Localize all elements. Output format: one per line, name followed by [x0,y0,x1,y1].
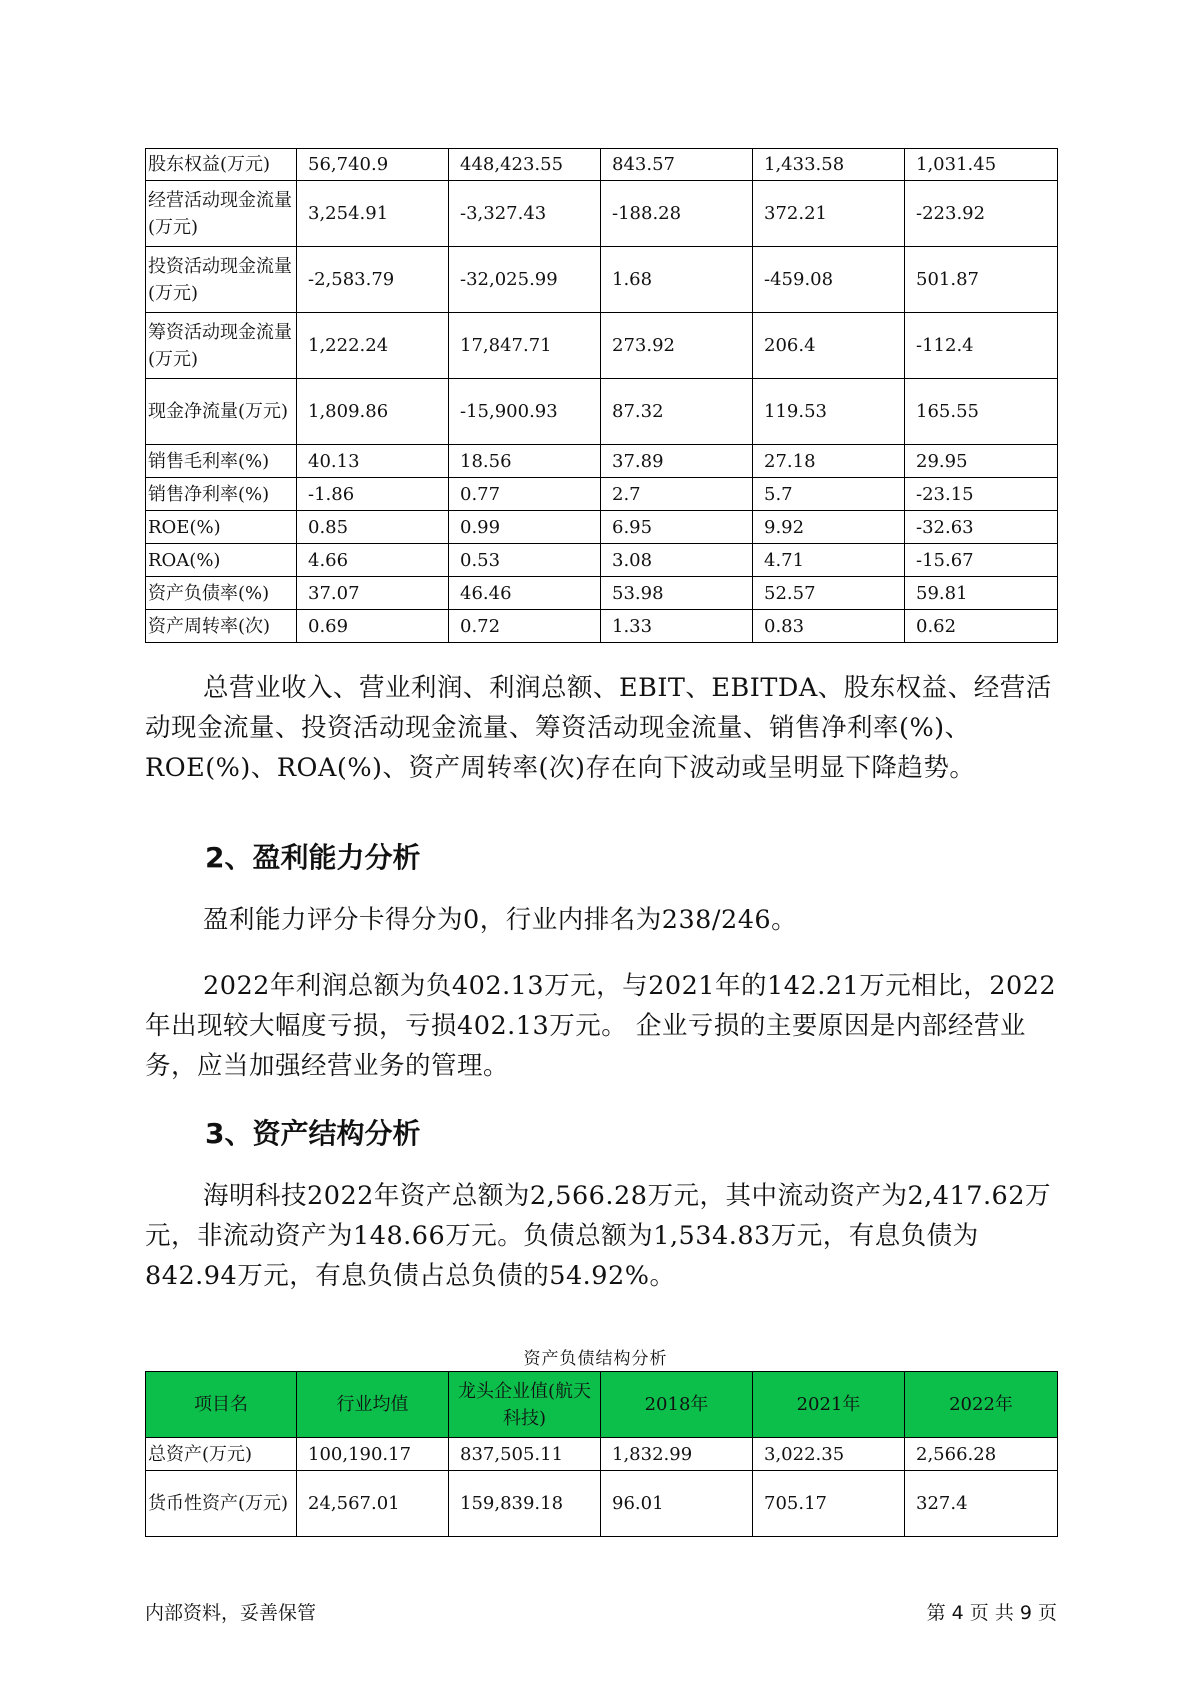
row-label: 资产负债率(%) [146,577,297,610]
column-header: 龙头企业值(航天科技) [449,1372,601,1438]
table-cell: 165.55 [905,379,1058,445]
table-cell: -15,900.93 [449,379,601,445]
row-label: 股东权益(万元) [146,149,297,181]
table-cell: 4.71 [753,544,905,577]
table-cell: 2,566.28 [905,1438,1058,1471]
table-caption: 资产负债结构分析 [523,1349,668,1369]
table-row [146,610,1058,643]
table-cell: 0.83 [753,610,905,643]
table-row [146,313,1058,379]
table-cell: 705.17 [753,1471,905,1537]
table-cell: 4.66 [297,544,449,577]
row-label: 投资活动现金流量(万元) [146,247,297,313]
table-cell: -32.63 [905,511,1058,544]
table-cell: 3,254.91 [297,181,449,247]
row-label: 资产周转率(次) [146,610,297,643]
table-cell: 1,031.45 [905,149,1058,181]
table-cell: 87.32 [601,379,753,445]
table-cell: 27.18 [753,445,905,478]
row-label: 销售毛利率(%) [146,445,297,478]
table-cell: -223.92 [905,181,1058,247]
row-label: 销售净利率(%) [146,478,297,511]
table-cell: -1.86 [297,478,449,511]
table-row [146,247,1058,313]
table-cell: 0.72 [449,610,601,643]
row-label: 筹资活动现金流量(万元) [146,313,297,379]
column-header: 2018年 [601,1372,753,1438]
table-cell: -112.4 [905,313,1058,379]
table-cell: 0.53 [449,544,601,577]
table-row [146,181,1058,247]
table-cell: 1.33 [601,610,753,643]
table-cell: 206.4 [753,313,905,379]
row-label: 经营活动现金流量(万元) [146,181,297,247]
column-header: 行业均值 [297,1372,449,1438]
table-cell: 0.62 [905,610,1058,643]
table-cell: 6.95 [601,511,753,544]
table-cell: 372.21 [753,181,905,247]
table-cell: 273.92 [601,313,753,379]
table-cell: 5.7 [753,478,905,511]
table-cell: -32,025.99 [449,247,601,313]
table-cell: 159,839.18 [449,1471,601,1537]
table-row [146,1471,1058,1537]
table-row [146,577,1058,610]
table-cell: 1,832.99 [601,1438,753,1471]
table-cell: 1.68 [601,247,753,313]
row-label: ROA(%) [146,544,297,577]
table-cell: 59.81 [905,577,1058,610]
row-label: ROE(%) [146,511,297,544]
table-cell: 40.13 [297,445,449,478]
footer-confidential-note: 内部资料，妥善保管 [145,1602,317,1624]
table-cell: 29.95 [905,445,1058,478]
table-row [146,1438,1058,1471]
table-cell: 119.53 [753,379,905,445]
table-cell: 448,423.55 [449,149,601,181]
table-cell: 53.98 [601,577,753,610]
table-cell: 0.69 [297,610,449,643]
table-cell: -23.15 [905,478,1058,511]
table-cell: 9.92 [753,511,905,544]
row-label: 货币性资产(万元) [146,1471,297,1537]
profit-paragraph: 2022年利润总额为负402.13万元，与2021年的142.21万元相比，2022年出现较大幅度亏损，亏损402.13万元。 企业亏损的主要原因是内部经营业务，应当加强经营业务的管理。 [145,971,1057,1081]
table-cell: 1,222.24 [297,313,449,379]
table-cell: 3,022.35 [753,1438,905,1471]
table-row [146,478,1058,511]
trend-paragraph: 总营业收入、营业利润、利润总额、EBIT、EBITDA、股东权益、经营活动现金流量、投资活动现金流量、筹资活动现金流量、销售净利率(%)、ROE(%)、ROA(%)、资产周转率(次)存在向下波动或呈明显下降趋势。 [145,673,1052,783]
table-cell: 3.08 [601,544,753,577]
score-paragraph: 盈利能力评分卡得分为0，行业内排名为238/246。 [203,905,798,935]
table-cell: 0.77 [449,478,601,511]
column-header: 2021年 [753,1372,905,1438]
asset-liability-table [145,1371,1058,1537]
table-cell: 0.85 [297,511,449,544]
table-row [146,445,1058,478]
table-cell: 837,505.11 [449,1438,601,1471]
table-cell: -188.28 [601,181,753,247]
table-cell: 46.46 [449,577,601,610]
table-cell: -3,327.43 [449,181,601,247]
table-cell: 56,740.9 [297,149,449,181]
row-label: 现金净流量(万元) [146,379,297,445]
table-cell: -15.67 [905,544,1058,577]
table-cell: 327.4 [905,1471,1058,1537]
section-heading-profitability: 2、盈利能力分析 [205,841,421,874]
column-header: 项目名 [146,1372,297,1438]
section-heading-asset-structure: 3、资产结构分析 [205,1117,421,1150]
table-row [146,379,1058,445]
table-cell: 18.56 [449,445,601,478]
asset-paragraph: 海明科技2022年资产总额为2,566.28万元，其中流动资产为2,417.62万元，非流动资产为148.66万元。负债总额为1,534.83万元，有息负债为842.94万元，有息负债占总负债的54.92%。 [145,1181,1052,1291]
table-row [146,544,1058,577]
table-cell: 96.01 [601,1471,753,1537]
table-cell: 1,809.86 [297,379,449,445]
page-number: 第 4 页 共 9 页 [926,1602,1057,1624]
row-label: 总资产(万元) [146,1438,297,1471]
table-cell: 100,190.17 [297,1438,449,1471]
table-cell: -459.08 [753,247,905,313]
table-cell: 52.57 [753,577,905,610]
table-cell: 2.7 [601,478,753,511]
table-row [146,511,1058,544]
table-cell: 37.89 [601,445,753,478]
table-header-row [146,1372,1058,1438]
financial-indicators-table [145,148,1058,643]
table-cell: 1,433.58 [753,149,905,181]
table-cell: 37.07 [297,577,449,610]
table-cell: 24,567.01 [297,1471,449,1537]
table-cell: 843.57 [601,149,753,181]
table-cell: -2,583.79 [297,247,449,313]
table-cell: 0.99 [449,511,601,544]
table-cell: 501.87 [905,247,1058,313]
table-cell: 17,847.71 [449,313,601,379]
table-row [146,149,1058,181]
column-header: 2022年 [905,1372,1058,1438]
